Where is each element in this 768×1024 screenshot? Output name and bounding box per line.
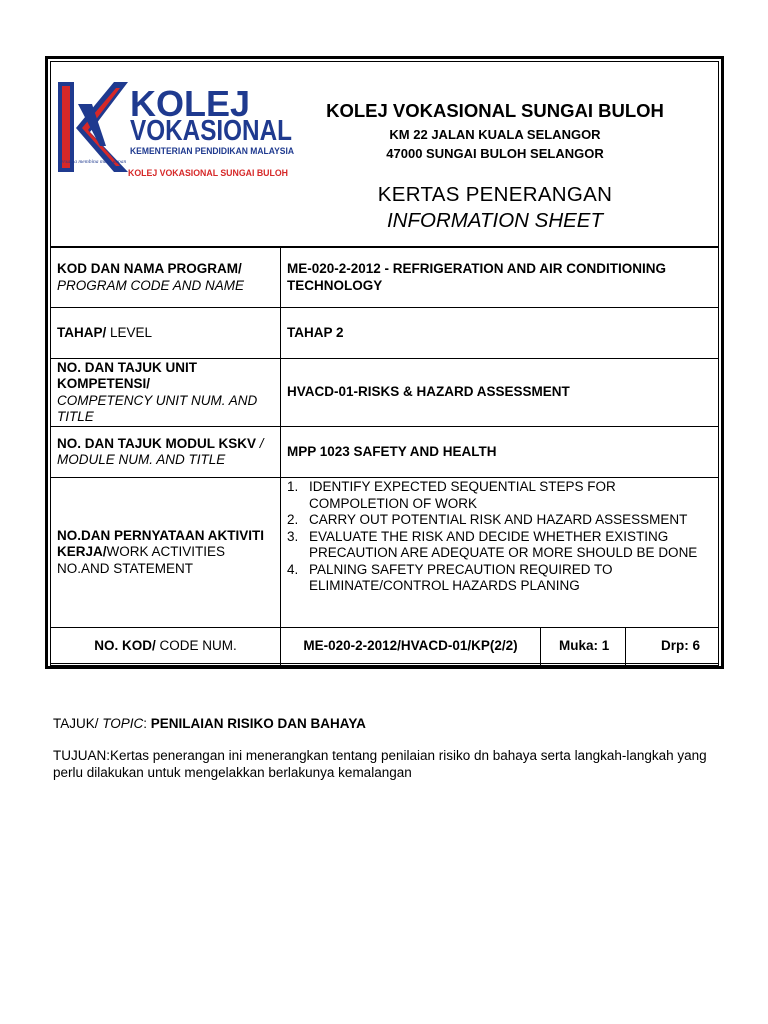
topic-value: PENILAIAN RISIKO DAN BAHAYA (150, 716, 366, 731)
topic-label-italic: TOPIC (102, 716, 144, 731)
level-label-normal: LEVEL (106, 324, 153, 340)
unit-label-italic: COMPETENCY UNIT NUM. AND TITLE (57, 392, 258, 424)
logo-line1: KOLEJ (130, 83, 251, 124)
module-label (51, 427, 281, 478)
activities-label (51, 478, 281, 628)
activity-item: 3. EVALUATE THE RISK AND DECIDE WHETHER EXISTING PRECAUTION ARE ADEQUATE OR MORE SHOULD BE DONE (287, 528, 698, 560)
module-label-bold: NO. DAN TAJUK MODUL KSKV (57, 435, 257, 451)
address-line1: KM 22 JALAN KUALA SELANGOR (389, 127, 601, 142)
row-module (51, 427, 719, 478)
level-label (51, 308, 281, 359)
unit-label-bold: NO. DAN TAJUK UNIT KOMPETENSI/ (57, 359, 197, 391)
total-pages: Drp: 6 (626, 628, 719, 666)
activity-item: 4. PALNING SAFETY PRECAUTION REQUIRED TO ELIMINATE/CONTROL HAZARDS PLANING (287, 561, 613, 593)
module-value: MPP 1023 SAFETY AND HEALTH (281, 427, 719, 478)
sheet-subtitle: INFORMATION SHEET (386, 209, 603, 232)
logo-line2: VOKASIONAL (130, 115, 292, 147)
purpose-text: TUJUAN:Kertas penerangan ini menerangkan tentang penilaian risiko dn bahaya serta langkah-langkah yang perlu dilakukan untuk mengelakkan berlakunya kemalangan (53, 748, 707, 780)
college-logo (56, 76, 296, 186)
activities-list-cell (281, 478, 719, 628)
activities-label-normal: WORK ACTIVITIES NO.AND STATEMENT (57, 544, 226, 576)
code-label (51, 628, 281, 666)
row-level (51, 308, 719, 359)
unit-label (51, 359, 281, 427)
activity-item: 1. IDENTIFY EXPECTED SEQUENTIAL STEPS FOR COMPOLETION OF WORK (287, 479, 616, 511)
logo-ministry: KEMENTERIAN PENDIDIKAN MALAYSIA (130, 146, 295, 157)
logo-college: KOLEJ VOKASIONAL SUNGAI BULOH (128, 168, 289, 179)
program-value: ME-020-2-2012 - REFRIGERATION AND AIR CONDITIONING TECHNOLOGY (281, 248, 719, 308)
program-label-italic: PROGRAM CODE AND NAME (57, 277, 245, 293)
activity-item: 2. CARRY OUT POTENTIAL RISK AND HAZARD ASSESSMENT (287, 512, 688, 527)
row-activities (51, 478, 719, 628)
logo-tagline: bersama membina masa depan (58, 159, 127, 165)
code-label-bold: NO. KOD/ (94, 638, 156, 654)
page-number: Muka: 1 (541, 628, 626, 666)
code-value: ME-020-2-2012/HVACD-01/KP(2/2) (281, 628, 541, 666)
info-table (50, 247, 719, 666)
topic-colon: : (143, 716, 151, 731)
program-label-bold: KOD DAN NAMA PROGRAM/ (57, 261, 242, 276)
module-label-italic: / MODULE NUM. AND TITLE (57, 435, 264, 467)
code-label-normal: CODE NUM. (155, 638, 237, 654)
sheet-title: KERTAS PENERANGAN (377, 183, 613, 206)
school-name: KOLEJ VOKASIONAL SUNGAI BULOH (326, 100, 664, 121)
unit-value: HVACD-01-RISKS & HAZARD ASSESSMENT (281, 359, 719, 427)
level-value: TAHAP 2 (281, 308, 719, 359)
topic-label: TAJUK/ (53, 716, 103, 731)
row-code (51, 628, 719, 666)
activities-list (287, 479, 712, 595)
row-program (51, 248, 719, 308)
address-line2: 47000 SUNGAI BULOH SELANGOR (386, 146, 604, 161)
activities-label-bold: NO.DAN PERNYATAAN AKTIVITI KERJA/ (57, 527, 265, 560)
row-unit (51, 359, 719, 427)
topic-line (53, 716, 366, 731)
program-label (51, 248, 281, 308)
level-label-bold: TAHAP/ (57, 324, 107, 340)
